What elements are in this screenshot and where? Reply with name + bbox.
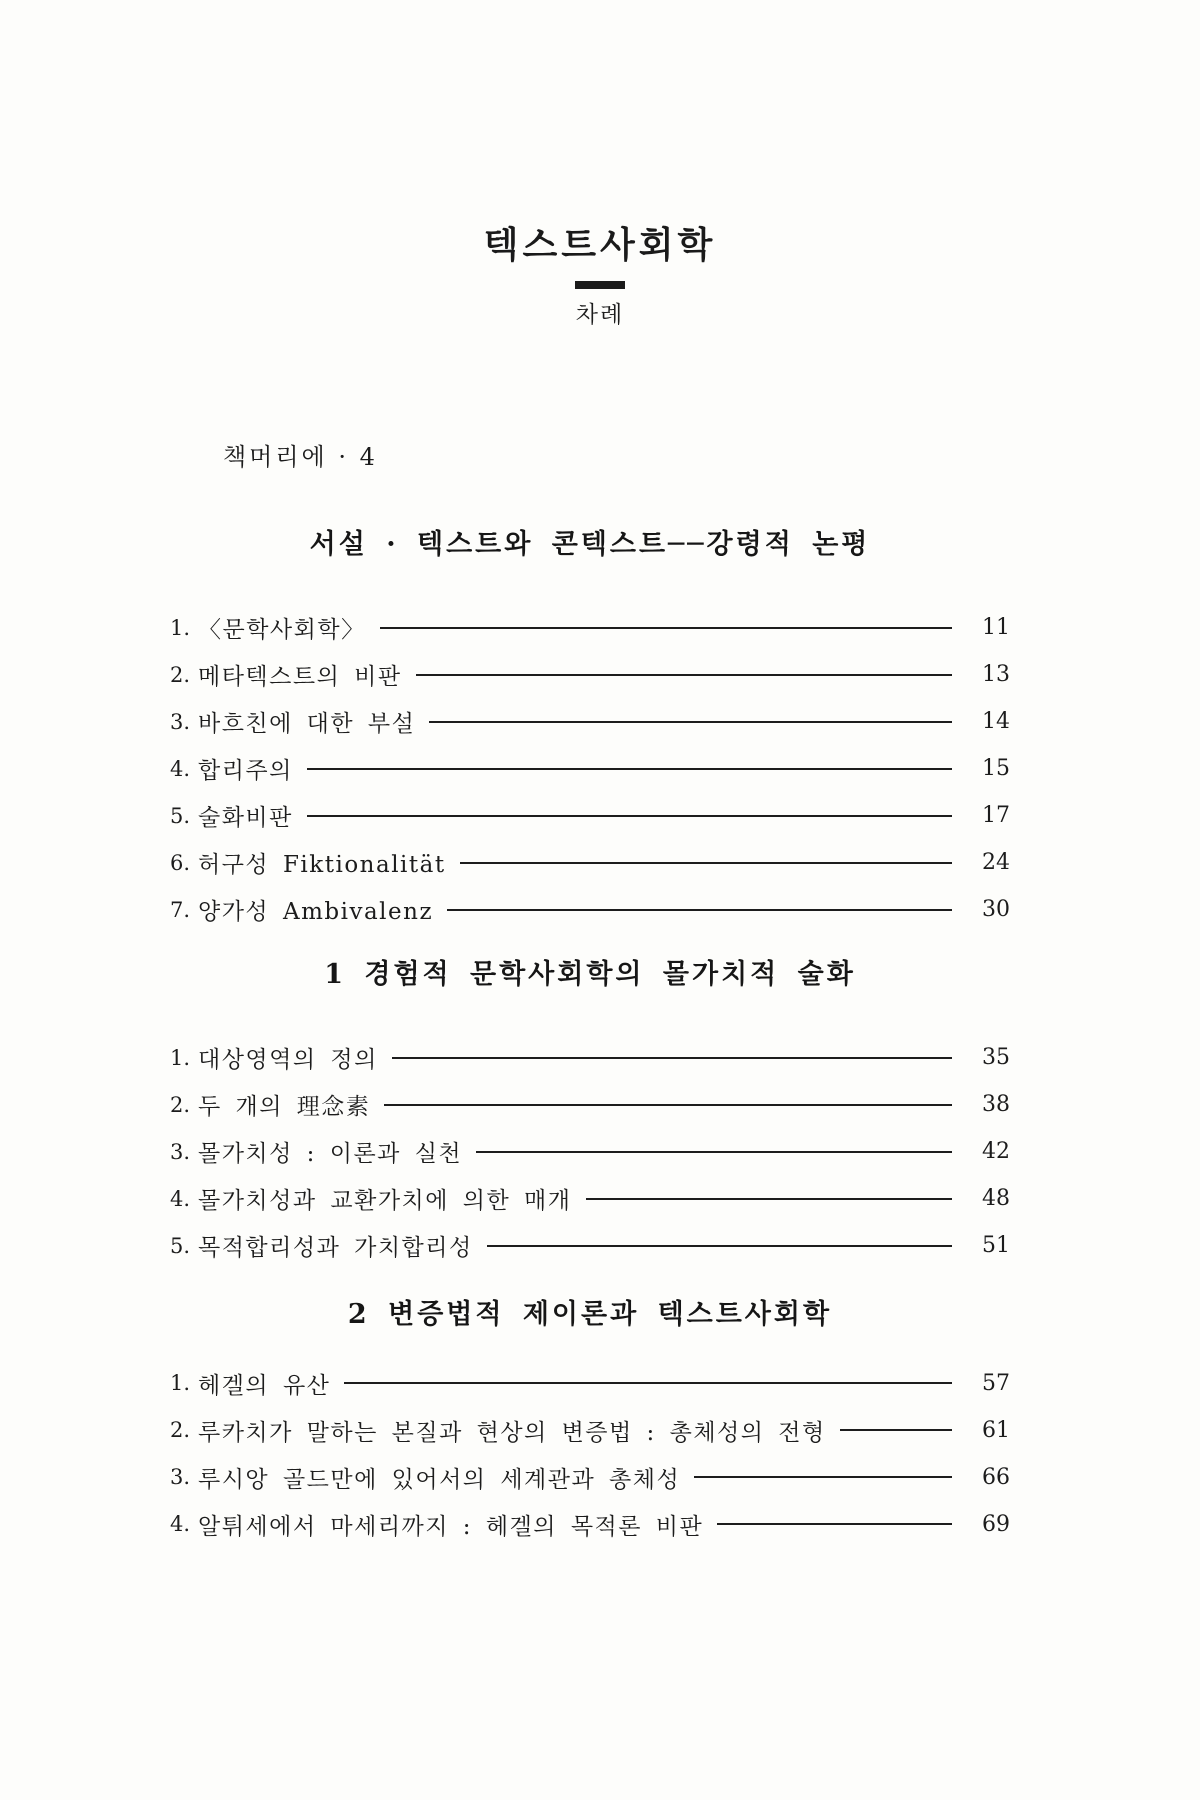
toc-entry xyxy=(170,1501,1010,1548)
leader-line xyxy=(694,1476,952,1478)
title-block xyxy=(0,0,1200,328)
entry-title: 헤겔의 유산 xyxy=(198,1372,331,1399)
toc-section-part1 xyxy=(170,1034,1010,1269)
toc-entry xyxy=(170,1360,1010,1407)
entry-page: 14 xyxy=(982,709,1010,735)
entry-page: 51 xyxy=(982,1233,1010,1258)
toc-entry xyxy=(170,792,1010,839)
entry-title: 허구성 Fiktionalität xyxy=(198,852,446,879)
entry-number: 4. xyxy=(170,1512,191,1537)
leader-line xyxy=(344,1382,952,1384)
entry-number: 2. xyxy=(170,1092,191,1117)
toc-entry xyxy=(170,1034,1010,1081)
front-matter-note: 책머리에 · 4 xyxy=(223,443,378,472)
entry-title: 메타텍스트의 비판 xyxy=(198,664,402,691)
entry-title: 두 개의 理念素 xyxy=(198,1094,371,1120)
toc-entry xyxy=(170,1175,1010,1222)
section-heading-part2: 2 변증법적 제이론과 텍스트사회학 xyxy=(347,1299,833,1330)
entry-title: 루카치가 말하는 본질과 현상의 변증법 : 총체성의 전형 xyxy=(198,1419,826,1446)
entry-page: 13 xyxy=(982,662,1010,688)
leader-line xyxy=(380,627,952,629)
entry-number: 5. xyxy=(170,1233,191,1258)
toc-entry xyxy=(170,839,1010,886)
leader-line xyxy=(384,1104,952,1106)
entry-title: 술화비판 xyxy=(198,805,293,832)
entry-title: 목적합리성과 가치합리성 xyxy=(198,1235,473,1261)
toc-entry xyxy=(170,604,1010,651)
entry-title: 루시앙 골드만에 있어서의 세계관과 총체성 xyxy=(198,1466,681,1493)
toc-section-intro xyxy=(170,604,1010,933)
entry-title: 바흐친에 대한 부설 xyxy=(198,711,416,738)
page-title: 텍스트사회학 xyxy=(483,224,717,266)
entry-number: 3. xyxy=(170,1465,191,1490)
entry-title: 몰가치성과 교환가치에 의한 매개 xyxy=(198,1188,572,1214)
toc xyxy=(170,530,1010,1548)
entry-page: 11 xyxy=(982,615,1010,641)
title-divider xyxy=(575,281,625,289)
leader-line xyxy=(416,674,952,676)
entry-title: 대상영역의 정의 xyxy=(198,1047,378,1073)
entry-page: 38 xyxy=(982,1092,1010,1117)
toc-entry xyxy=(170,745,1010,792)
entry-title: 알튀세에서 마세리까지 : 헤겔의 목적론 비판 xyxy=(198,1513,704,1540)
entry-number: 3. xyxy=(170,1139,191,1164)
entry-page: 69 xyxy=(982,1511,1010,1537)
toc-section-part2 xyxy=(170,1360,1010,1548)
contents-label: 차례 xyxy=(575,301,625,328)
leader-line xyxy=(392,1057,952,1059)
leader-line xyxy=(476,1151,952,1153)
entry-page: 15 xyxy=(982,756,1010,782)
leader-line xyxy=(429,721,952,723)
toc-entry xyxy=(170,1222,1010,1269)
toc-entry xyxy=(170,886,1010,933)
entry-number: 1. xyxy=(170,1045,191,1070)
section-heading-part1: 1 경험적 문학사회학의 몰가치적 술화 xyxy=(324,959,856,991)
entry-page: 35 xyxy=(982,1045,1010,1070)
toc-entry xyxy=(170,651,1010,698)
entry-number: 4. xyxy=(170,756,191,781)
leader-line xyxy=(307,815,952,817)
leader-line xyxy=(447,909,952,911)
entry-number: 4. xyxy=(170,1186,191,1211)
entry-page: 57 xyxy=(982,1370,1010,1396)
entry-number: 7. xyxy=(170,897,191,922)
leader-line xyxy=(460,862,952,864)
entry-title: 양가성 Ambivalenz xyxy=(198,899,434,926)
leader-line xyxy=(307,768,952,770)
toc-entry xyxy=(170,698,1010,745)
entry-page: 24 xyxy=(982,850,1010,876)
leader-line xyxy=(586,1198,953,1200)
toc-entry xyxy=(170,1454,1010,1501)
entry-title: 〈문학사회학〉 xyxy=(198,617,366,644)
leader-line xyxy=(840,1429,952,1431)
entry-number: 6. xyxy=(170,850,191,875)
leader-line xyxy=(717,1523,952,1525)
entry-number: 5. xyxy=(170,803,191,828)
leader-line xyxy=(487,1245,952,1247)
entry-title: 합리주의 xyxy=(198,758,293,785)
section-heading-intro: 서설 · 텍스트와 콘텍스트──강령적 논평 xyxy=(309,528,871,560)
entry-number: 2. xyxy=(170,1418,191,1443)
entry-title: 몰가치성 : 이론과 실천 xyxy=(198,1141,463,1167)
entry-page: 17 xyxy=(982,803,1010,829)
entry-page: 61 xyxy=(982,1417,1010,1443)
entry-page: 42 xyxy=(982,1139,1010,1164)
entry-page: 48 xyxy=(982,1186,1010,1211)
entry-page: 30 xyxy=(982,897,1010,923)
toc-entry xyxy=(170,1128,1010,1175)
toc-entry xyxy=(170,1407,1010,1454)
entry-number: 1. xyxy=(170,615,191,640)
entry-number: 3. xyxy=(170,709,191,734)
toc-entry xyxy=(170,1081,1010,1128)
entry-number: 2. xyxy=(170,662,191,687)
entry-page: 66 xyxy=(982,1464,1010,1490)
entry-number: 1. xyxy=(170,1371,191,1396)
